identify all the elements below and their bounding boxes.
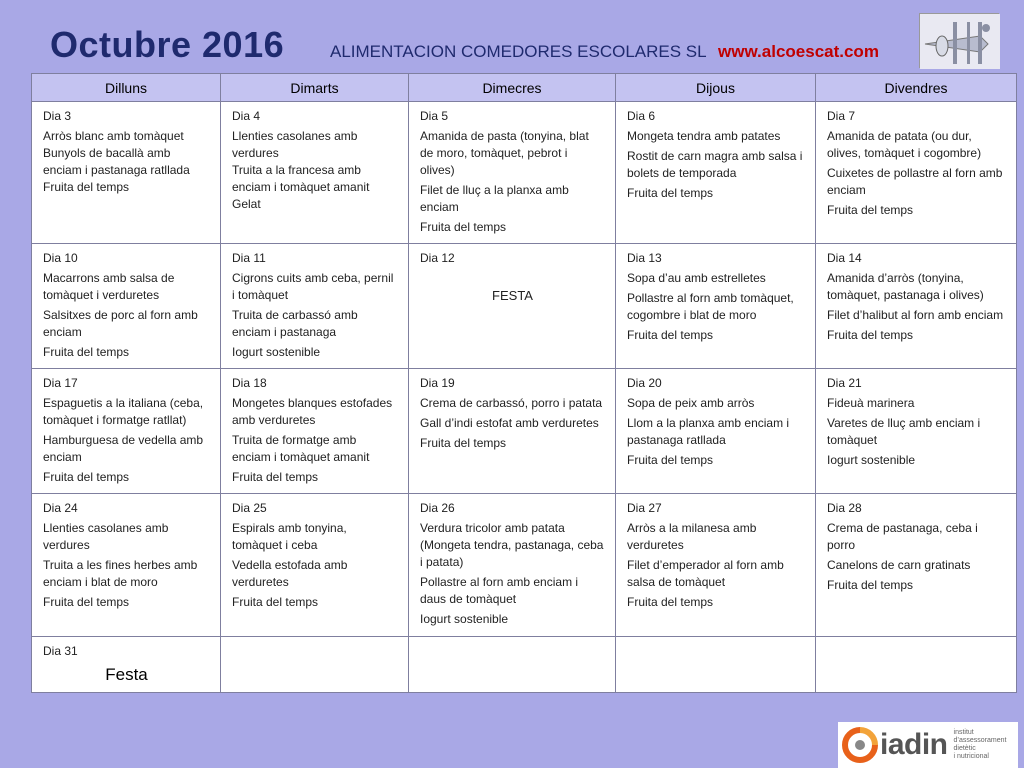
week-row xyxy=(32,494,1017,637)
dish-item: Iogurt sostenible xyxy=(827,453,916,467)
week-row xyxy=(32,637,1017,693)
dish-item: Filet d’emperador al forn amb salsa de tomàquet xyxy=(627,558,784,589)
dish-item: Mongetes blanques estofades amb verduretes xyxy=(232,396,393,427)
day-cell-friday xyxy=(816,637,1017,693)
dish-item: Verdura tricolor amb patata (Mongeta tendra, pastanaga, ceba i patata) xyxy=(420,521,604,569)
dish-item: Fruita del temps xyxy=(43,180,130,194)
dish-item: Llenties casolanes amb verdures xyxy=(232,129,358,160)
iadin-subtitle xyxy=(954,729,1018,761)
dish-item: Fruita del temps xyxy=(420,436,507,450)
holiday-label: Festa xyxy=(105,665,148,684)
day-number: Dia 11 xyxy=(232,251,266,265)
day-number: Dia 17 xyxy=(43,376,78,390)
day-cell-friday xyxy=(816,494,1017,637)
day-cell-monday xyxy=(32,102,221,244)
website-link[interactable]: www.alcoescat.com xyxy=(718,42,879,61)
dish-item: Truita de carbassó amb enciam i pastanaga xyxy=(232,308,358,339)
week-row xyxy=(32,102,1017,244)
dish-item: Gelat xyxy=(232,197,261,211)
dish-item: Iogurt sostenible xyxy=(420,612,509,626)
dish-item: Amanida de patata (ou dur, olives, tomàquet i cogombre) xyxy=(827,129,982,160)
day-cell-monday xyxy=(32,369,221,494)
dish-item: Sopa de peix amb arròs xyxy=(627,396,755,410)
dish-item: Fruita del temps xyxy=(43,345,130,359)
iadin-mark-icon xyxy=(842,727,878,763)
dish-item: Amanida d’arròs (tonyina, tomàquet, pastanaga i olives) xyxy=(827,271,984,302)
dish-item: Fruita del temps xyxy=(627,328,714,342)
day-number: Dia 20 xyxy=(627,376,662,390)
dish-item: Arròs blanc amb tomàquet xyxy=(43,129,184,143)
day-number: Dia 4 xyxy=(232,109,261,123)
company-name: ALIMENTACION COMEDORES ESCOLARES SL xyxy=(330,42,707,61)
day-number: Dia 18 xyxy=(232,376,267,390)
dish-item: Hamburguesa de vedella amb enciam xyxy=(43,433,204,464)
day-number: Dia 14 xyxy=(827,251,862,265)
week-row xyxy=(32,244,1017,369)
dish-item: Varetes de lluç amb enciam i tomàquet xyxy=(827,416,981,447)
day-cell-wednesday xyxy=(409,494,616,637)
dish-item: Cuixetes de pollastre al forn amb enciam xyxy=(827,166,1003,197)
day-number: Dia 25 xyxy=(232,501,267,515)
day-cell-monday xyxy=(32,244,221,369)
day-number: Dia 12 xyxy=(420,251,455,265)
header-row xyxy=(32,74,1017,102)
holiday-label: FESTA xyxy=(492,288,533,303)
dish-item: Macarrons amb salsa de tomàquet i verduretes xyxy=(43,271,175,302)
dish-item: Truita a la francesa amb enciam i tomàquet amanit xyxy=(232,163,370,194)
dish-item: Espaguetis a la italiana (ceba, tomàquet i formatge ratllat) xyxy=(43,396,204,427)
dish-item: Fruita del temps xyxy=(627,453,714,467)
dish-item: Fruita del temps xyxy=(232,470,319,484)
dish-item: Pollastre al forn amb tomàquet, cogombre i blat de moro xyxy=(627,291,794,322)
day-cell-wednesday xyxy=(409,244,616,369)
day-number: Dia 6 xyxy=(627,109,656,123)
dish-item: Fideuà marinera xyxy=(827,396,915,410)
dish-item: Fruita del temps xyxy=(827,578,914,592)
col-friday: Divendres xyxy=(816,74,1017,102)
col-tuesday: Dimarts xyxy=(221,74,409,102)
day-cell-friday xyxy=(816,369,1017,494)
day-cell-wednesday xyxy=(409,637,616,693)
day-number: Dia 24 xyxy=(43,501,78,515)
dish-item: Rostit de carn magra amb salsa i bolets de temporada xyxy=(627,149,803,180)
dish-item: Salsitxes de porc al forn amb enciam xyxy=(43,308,198,339)
iadin-wordmark: iadin xyxy=(880,728,948,761)
day-cell-friday xyxy=(816,244,1017,369)
iadin-sub-line: dietètic xyxy=(953,745,976,752)
dish-item: Crema de carbassó, porro i patata xyxy=(420,396,603,410)
day-cell-tuesday xyxy=(221,369,409,494)
dish-item: Iogurt sostenible xyxy=(232,345,321,359)
iadin-sub-line: d’assessorament xyxy=(953,737,1007,744)
menu-table xyxy=(31,73,1017,693)
dish-item: Fruita del temps xyxy=(627,186,714,200)
dish-item: Fruita del temps xyxy=(420,220,507,234)
col-monday: Dilluns xyxy=(32,74,221,102)
day-cell-thursday xyxy=(616,244,816,369)
dish-item: Truita de formatge amb enciam i tomàquet amanit xyxy=(232,433,370,464)
col-wednesday: Dimecres xyxy=(409,74,616,102)
dish-item: Filet d’halibut al forn amb enciam xyxy=(827,308,1004,322)
dish-item: Sopa d’au amb estrelletes xyxy=(627,271,766,285)
day-number: Dia 27 xyxy=(627,501,662,515)
dish-item: Vedella estofada amb verduretes xyxy=(232,558,348,589)
day-number: Dia 31 xyxy=(43,644,78,658)
dish-item: Fruita del temps xyxy=(232,595,319,609)
day-number: Dia 13 xyxy=(627,251,662,265)
day-cell-tuesday xyxy=(221,494,409,637)
dish-item: Fruita del temps xyxy=(827,328,914,342)
day-cell-thursday xyxy=(616,494,816,637)
day-number: Dia 26 xyxy=(420,501,455,515)
day-cell-tuesday xyxy=(221,244,409,369)
dish-item: Canelons de carn gratinats xyxy=(827,558,971,572)
day-number: Dia 3 xyxy=(43,109,72,123)
iadin-logo xyxy=(838,722,1018,768)
dish-item: Cigrons cuits amb ceba, pernil i tomàquet xyxy=(232,271,394,302)
dish-item: Llom a la planxa amb enciam i pastanaga ratllada xyxy=(627,416,790,447)
day-cell-monday xyxy=(32,637,221,693)
dish-item: Gall d’indi estofat amb verduretes xyxy=(420,416,599,430)
dish-item: Llenties casolanes amb verdures xyxy=(43,521,169,552)
iadin-sub-line: institut xyxy=(953,729,974,736)
day-cell-thursday xyxy=(616,102,816,244)
page-title: Octubre 2016 xyxy=(50,24,285,65)
day-number: Dia 19 xyxy=(420,376,455,390)
week-row xyxy=(32,369,1017,494)
dish-item: Fruita del temps xyxy=(43,470,130,484)
dish-item: Fruita del temps xyxy=(827,203,914,217)
cutlery-logo-icon xyxy=(919,13,999,68)
col-thursday: Dijous xyxy=(616,74,816,102)
day-cell-friday xyxy=(816,102,1017,244)
dish-item: Espirals amb tonyina, tomàquet i ceba xyxy=(232,521,347,552)
day-number: Dia 10 xyxy=(43,251,78,265)
dish-item: Arròs a la milanesa amb verduretes xyxy=(627,521,757,552)
day-number: Dia 7 xyxy=(827,109,856,123)
day-cell-wednesday xyxy=(409,102,616,244)
day-number: Dia 21 xyxy=(827,376,862,390)
dish-item: Amanida de pasta (tonyina, blat de moro, tomàquet, pebrot i olives) xyxy=(420,129,589,177)
dish-item: Fruita del temps xyxy=(43,595,130,609)
dish-item: Filet de lluç a la planxa amb enciam xyxy=(420,183,569,214)
day-cell-thursday xyxy=(616,369,816,494)
dish-item: Crema de pastanaga, ceba i porro xyxy=(827,521,978,552)
dish-item: Bunyols de bacallà amb enciam i pastanaga ratllada xyxy=(43,146,190,177)
iadin-sub-line: i nutricional xyxy=(953,753,989,760)
day-cell-thursday xyxy=(616,637,816,693)
dish-item: Truita a les fines herbes amb enciam i blat de moro xyxy=(43,558,198,589)
day-number: Dia 5 xyxy=(420,109,449,123)
day-cell-tuesday xyxy=(221,637,409,693)
day-cell-tuesday xyxy=(221,102,409,244)
day-cell-monday xyxy=(32,494,221,637)
dish-item: Fruita del temps xyxy=(627,595,714,609)
day-cell-wednesday xyxy=(409,369,616,494)
dish-item: Mongeta tendra amb patates xyxy=(627,129,781,143)
day-number: Dia 28 xyxy=(827,501,862,515)
dish-item: Pollastre al forn amb enciam i daus de tomàquet xyxy=(420,575,579,606)
